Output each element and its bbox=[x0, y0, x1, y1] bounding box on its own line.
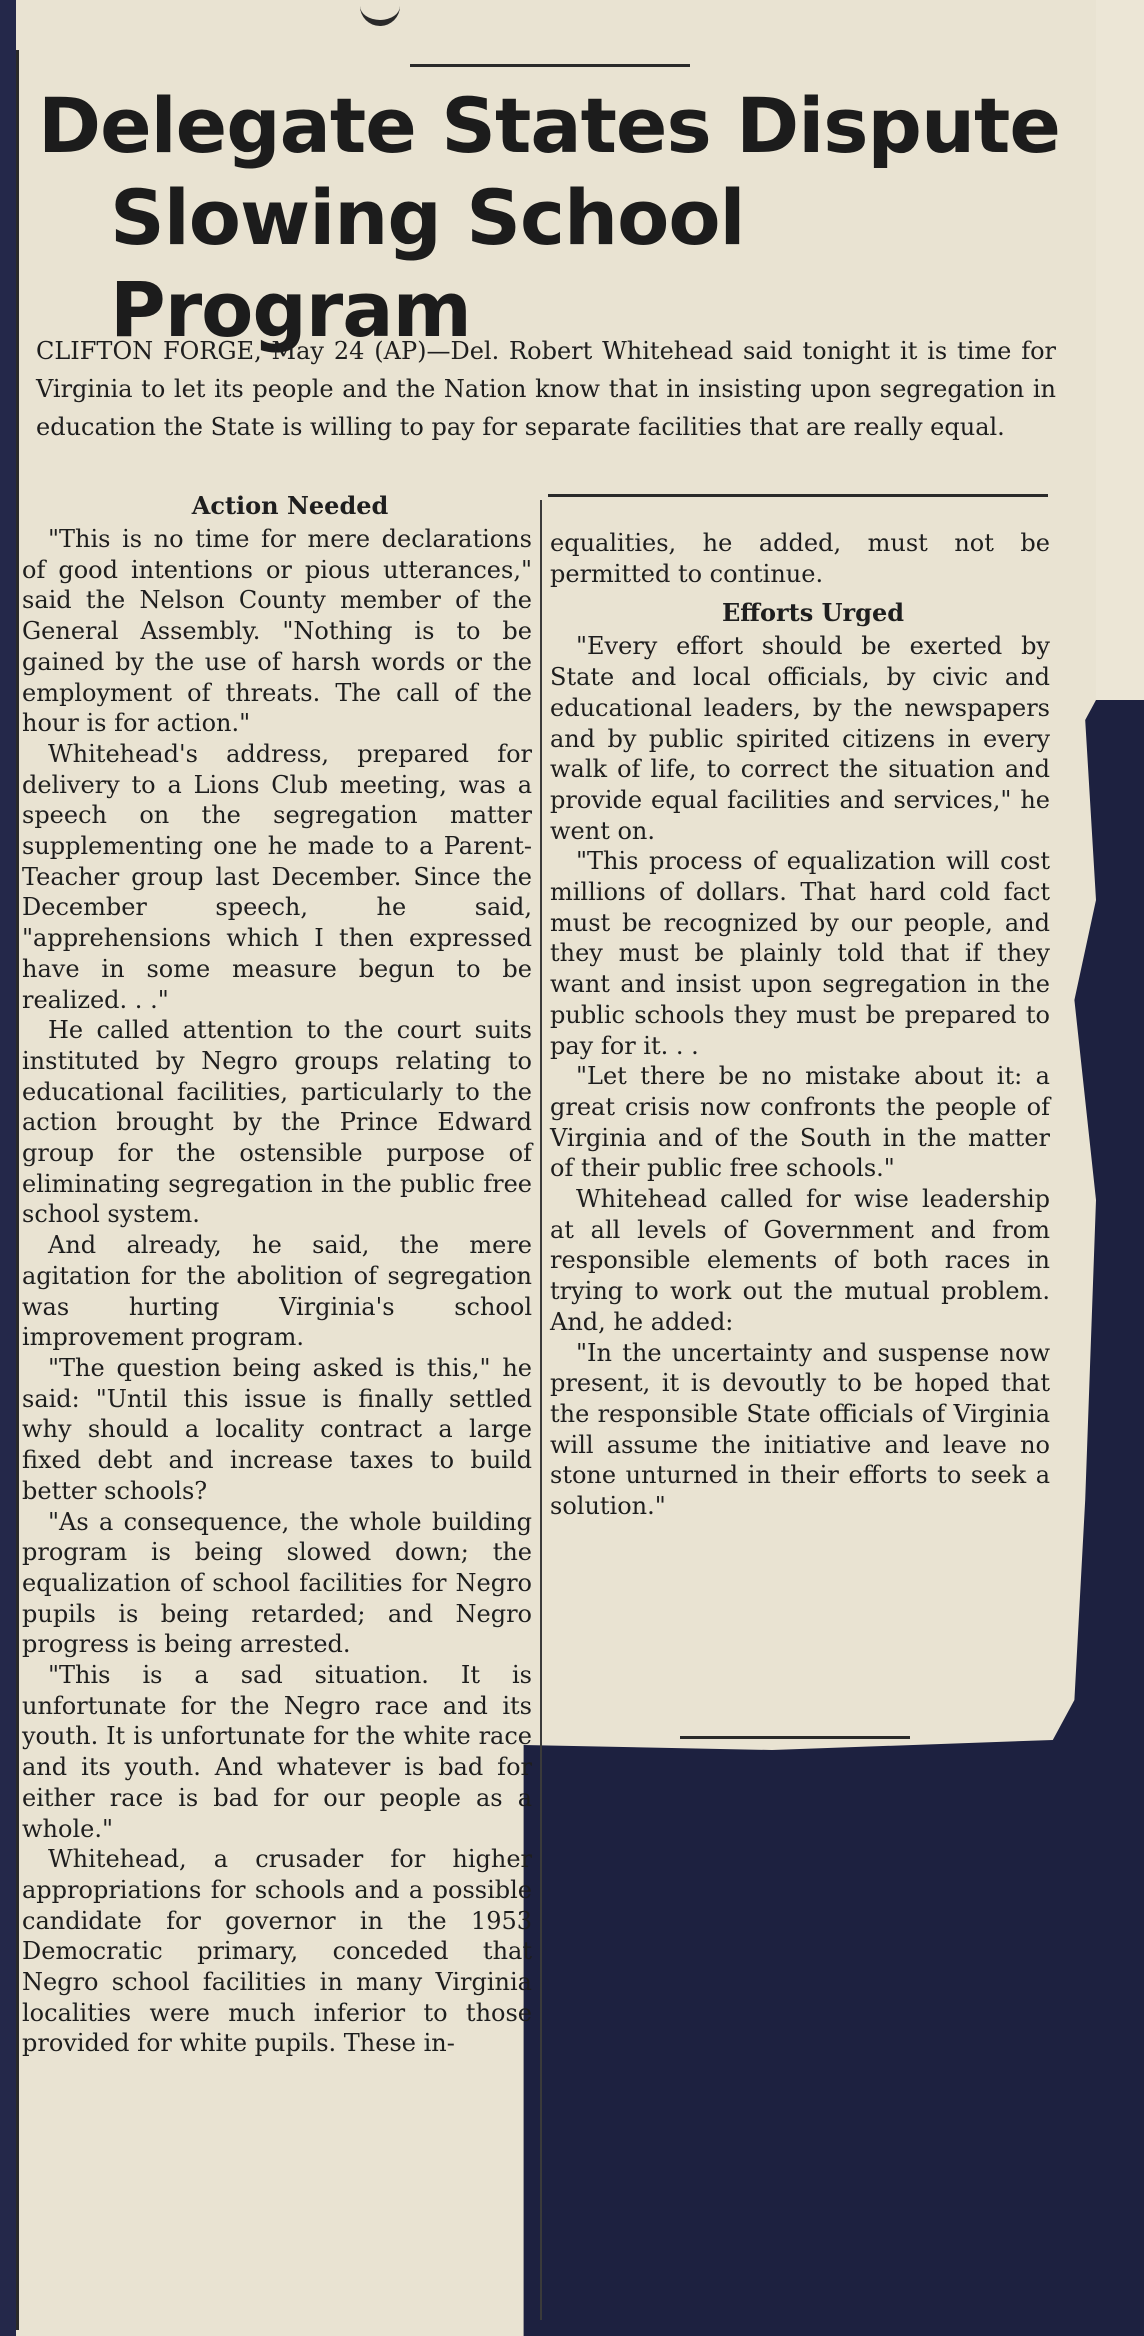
left-column bbox=[22, 488, 532, 2059]
paragraph: Whitehead called for wise leadership at all levels of Government and from responsible elements of both races in trying to work out the mutual problem. And, he added: bbox=[550, 1185, 1050, 1336]
column-rule bbox=[540, 500, 542, 2320]
paragraph: "This is a sad situation. It is unfortunate for the Negro race and its youth. It is unfortunate for the white race and its youth. And whatever is bad for either race is bad for our people as a whole." bbox=[22, 1661, 532, 1843]
headline-line-1: Delegate States Dispute bbox=[38, 81, 1060, 170]
paragraph: "Let there be no mistake about it: a great crisis now confronts the people of Virginia and of the South in the matter of their public free schools." bbox=[550, 1062, 1050, 1183]
end-rule bbox=[680, 1736, 910, 1739]
paragraph: "This is no time for mere declarations of good intentions or pious utterances," said the Nelson County member of the General Assembly. "Nothing is to be gained by the use of harsh words or the employment of threats. The call of the hour is for action." bbox=[22, 525, 532, 738]
headline bbox=[30, 80, 1080, 356]
column-divider-rule bbox=[548, 494, 1048, 497]
paragraph: He called attention to the court suits instituted by Negro groups relating to educational facilities, particularly to the action brought by the Prince Edward group for the ostensible purpose of eliminating segregation in the public free school system. bbox=[22, 1016, 532, 1229]
paragraph: "The question being asked is this," he said: "Until this issue is finally settled why should a locality contract a large fixed debt and increase taxes to build better schools? bbox=[22, 1353, 532, 1505]
right-column bbox=[550, 528, 1050, 1522]
paragraph: "In the uncertainty and suspense now present, it is devoutly to be hoped that the responsible State officials of Virginia will assume the initiative and leave no stone unturned in their efforts to seek a solution." bbox=[550, 1338, 1050, 1521]
paragraph: Whitehead, a crusader for higher appropriations for schools and a possible candidate for governor in the 1953 Democratic primary, conceded that Negro school facilities in many Virginia localities were much inferior to those provided for white pupils. These in- bbox=[22, 1845, 532, 2058]
paragraph: "Every effort should be exerted by State and local officials, by civic and educational leaders, by the newspapers and by public spirited citizens in every walk of life, to correct the situation and provide equal facilities and services," he went on. bbox=[550, 632, 1050, 845]
continuation-text: equalities, he added, must not be permitted to continue. bbox=[550, 529, 1050, 588]
paragraph: And already, he said, the mere agitation for the abolition of segregation was hurting Virginia's school improvement program. bbox=[22, 1231, 532, 1352]
lead-paragraph: CLIFTON FORGE, May 24 (AP)—Del. Robert Whitehead said tonight it is time for Virginia to let its people and the Nation know that in insisting upon segregation in education the State is willing to pay for separate facilities that are really equal. bbox=[36, 337, 1056, 441]
paragraph: "As a consequence, the whole building program is being slowed down; the equalization of school facilities for Negro pupils is being retarded; and Negro progress is being arrested. bbox=[22, 1507, 532, 1659]
subhead-efforts-urged: Efforts Urged bbox=[721, 598, 904, 628]
column-border-left bbox=[16, 50, 19, 2330]
paragraph: Whitehead's address, prepared for delivery to a Lions Club meeting, was a speech on the segregation matter supplementing one he made to a Parent-Teacher group last December. Since the December speech, he said, "apprehensions which I then expressed have in some measure begun to be realized. . ." bbox=[22, 739, 532, 1014]
headline-line-2: Slowing School Program bbox=[110, 173, 745, 354]
top-rule bbox=[410, 64, 690, 67]
paragraph: "This process of equalization will cost millions of dollars. That hard cold fact must be recognized by our people, and they must be plainly told that if they want and insist upon segregation in the public schools they must be prepared to pay for it. . . bbox=[550, 847, 1050, 1060]
subhead-action-needed: Action Needed bbox=[191, 491, 389, 520]
